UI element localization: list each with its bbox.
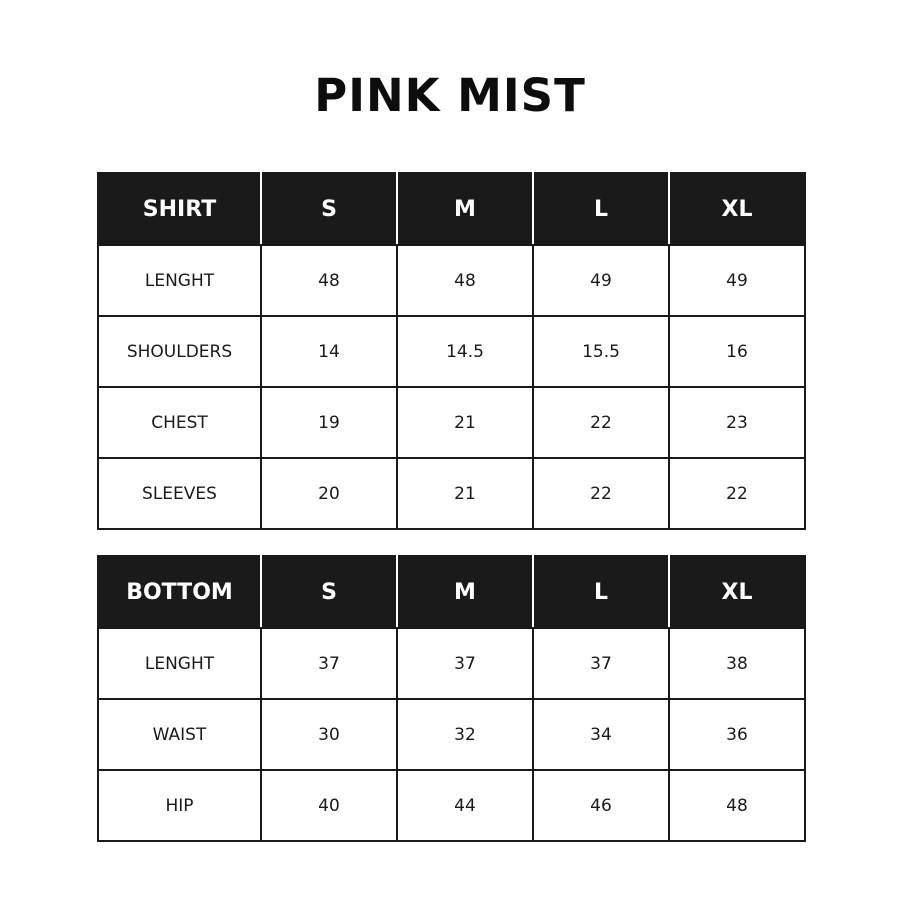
row-label: LENGHT bbox=[98, 245, 261, 316]
row-label: WAIST bbox=[98, 699, 261, 770]
cell-value: 48 bbox=[261, 245, 397, 316]
header-size-l: L bbox=[533, 173, 669, 245]
table-header-row bbox=[98, 173, 805, 245]
cell-value: 30 bbox=[261, 699, 397, 770]
cell-value: 23 bbox=[669, 387, 805, 458]
cell-value: 48 bbox=[397, 245, 533, 316]
header-size-xl: XL bbox=[669, 556, 805, 628]
cell-value: 22 bbox=[533, 387, 669, 458]
table-row bbox=[98, 458, 805, 529]
cell-value: 36 bbox=[669, 699, 805, 770]
row-label: LENGHT bbox=[98, 628, 261, 699]
cell-value: 40 bbox=[261, 770, 397, 841]
table-row bbox=[98, 245, 805, 316]
header-size-xl: XL bbox=[669, 173, 805, 245]
cell-value: 38 bbox=[669, 628, 805, 699]
row-label: CHEST bbox=[98, 387, 261, 458]
cell-value: 44 bbox=[397, 770, 533, 841]
shirt-size-table bbox=[97, 172, 806, 530]
table-row bbox=[98, 387, 805, 458]
page-title: PINK MIST bbox=[314, 69, 586, 122]
cell-value: 22 bbox=[533, 458, 669, 529]
cell-value: 37 bbox=[533, 628, 669, 699]
cell-value: 49 bbox=[533, 245, 669, 316]
cell-value: 20 bbox=[261, 458, 397, 529]
header-size-m: M bbox=[397, 556, 533, 628]
cell-value: 32 bbox=[397, 699, 533, 770]
header-size-s: S bbox=[261, 556, 397, 628]
table-row bbox=[98, 316, 805, 387]
row-label: SLEEVES bbox=[98, 458, 261, 529]
row-label: HIP bbox=[98, 770, 261, 841]
cell-value: 14.5 bbox=[397, 316, 533, 387]
cell-value: 48 bbox=[669, 770, 805, 841]
header-category: SHIRT bbox=[98, 173, 261, 245]
bottom-size-table bbox=[97, 555, 806, 842]
cell-value: 21 bbox=[397, 387, 533, 458]
cell-value: 16 bbox=[669, 316, 805, 387]
cell-value: 37 bbox=[397, 628, 533, 699]
header-size-s: S bbox=[261, 173, 397, 245]
table-row bbox=[98, 699, 805, 770]
header-size-l: L bbox=[533, 556, 669, 628]
header-category: BOTTOM bbox=[98, 556, 261, 628]
cell-value: 46 bbox=[533, 770, 669, 841]
cell-value: 15.5 bbox=[533, 316, 669, 387]
table-row bbox=[98, 628, 805, 699]
cell-value: 49 bbox=[669, 245, 805, 316]
header-size-m: M bbox=[397, 173, 533, 245]
cell-value: 21 bbox=[397, 458, 533, 529]
table-row bbox=[98, 770, 805, 841]
table-header-row bbox=[98, 556, 805, 628]
cell-value: 22 bbox=[669, 458, 805, 529]
cell-value: 37 bbox=[261, 628, 397, 699]
row-label: SHOULDERS bbox=[98, 316, 261, 387]
cell-value: 19 bbox=[261, 387, 397, 458]
cell-value: 14 bbox=[261, 316, 397, 387]
cell-value: 34 bbox=[533, 699, 669, 770]
